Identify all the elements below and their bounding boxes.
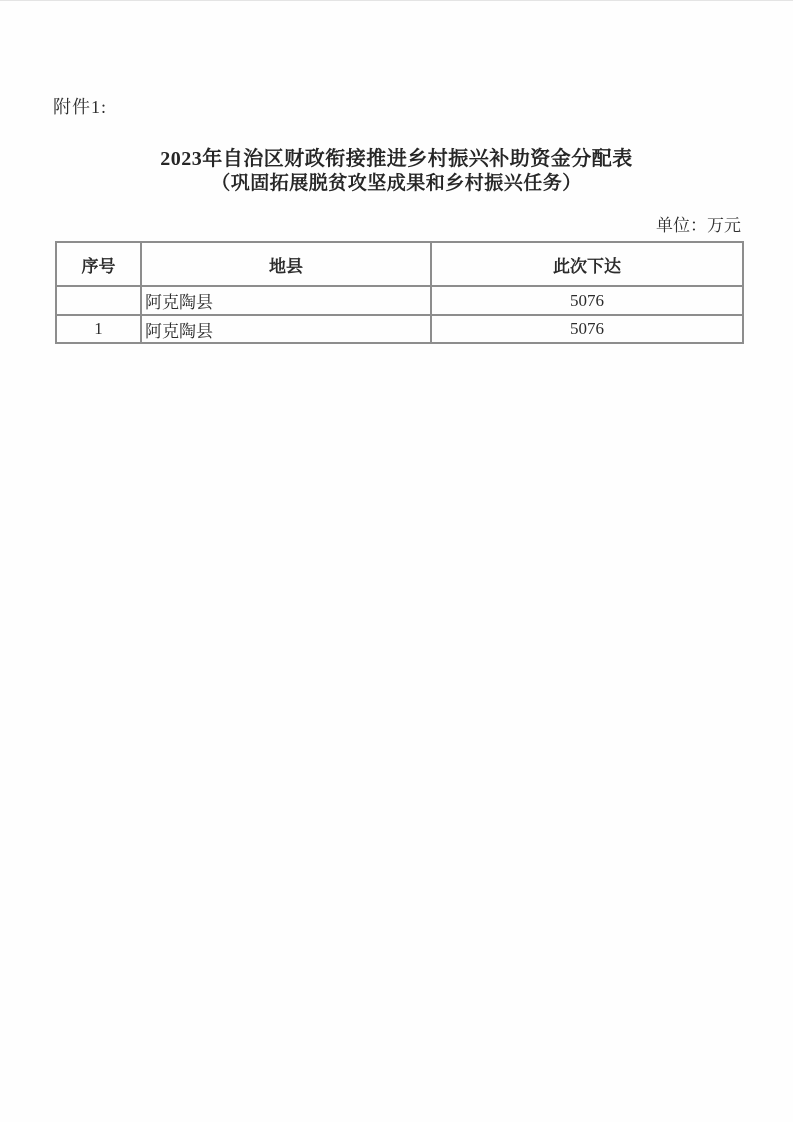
- header-region: 地县: [141, 242, 431, 286]
- seq-cell: [56, 286, 141, 315]
- allocation-table: [55, 241, 744, 344]
- table-row: [56, 315, 743, 343]
- table-header-row: [56, 242, 743, 286]
- attachment-label: 附件1:: [53, 97, 108, 117]
- document-subtitle: （巩固拓展脱贫攻坚成果和乡村振兴任务）: [211, 173, 582, 194]
- region-cell: 阿克陶县: [141, 286, 431, 315]
- title-block: [0, 146, 793, 196]
- header-amount: 此次下达: [431, 242, 743, 286]
- header-seq: 序号: [56, 242, 141, 286]
- amount-cell: 5076: [431, 315, 743, 343]
- seq-cell: 1: [56, 315, 141, 343]
- amount-cell: 5076: [431, 286, 743, 315]
- document-title: 2023年自治区财政衔接推进乡村振兴补助资金分配表: [160, 148, 633, 170]
- table-row: [56, 286, 743, 315]
- unit-label: 单位：万元: [656, 216, 741, 235]
- region-cell: 阿克陶县: [141, 315, 431, 343]
